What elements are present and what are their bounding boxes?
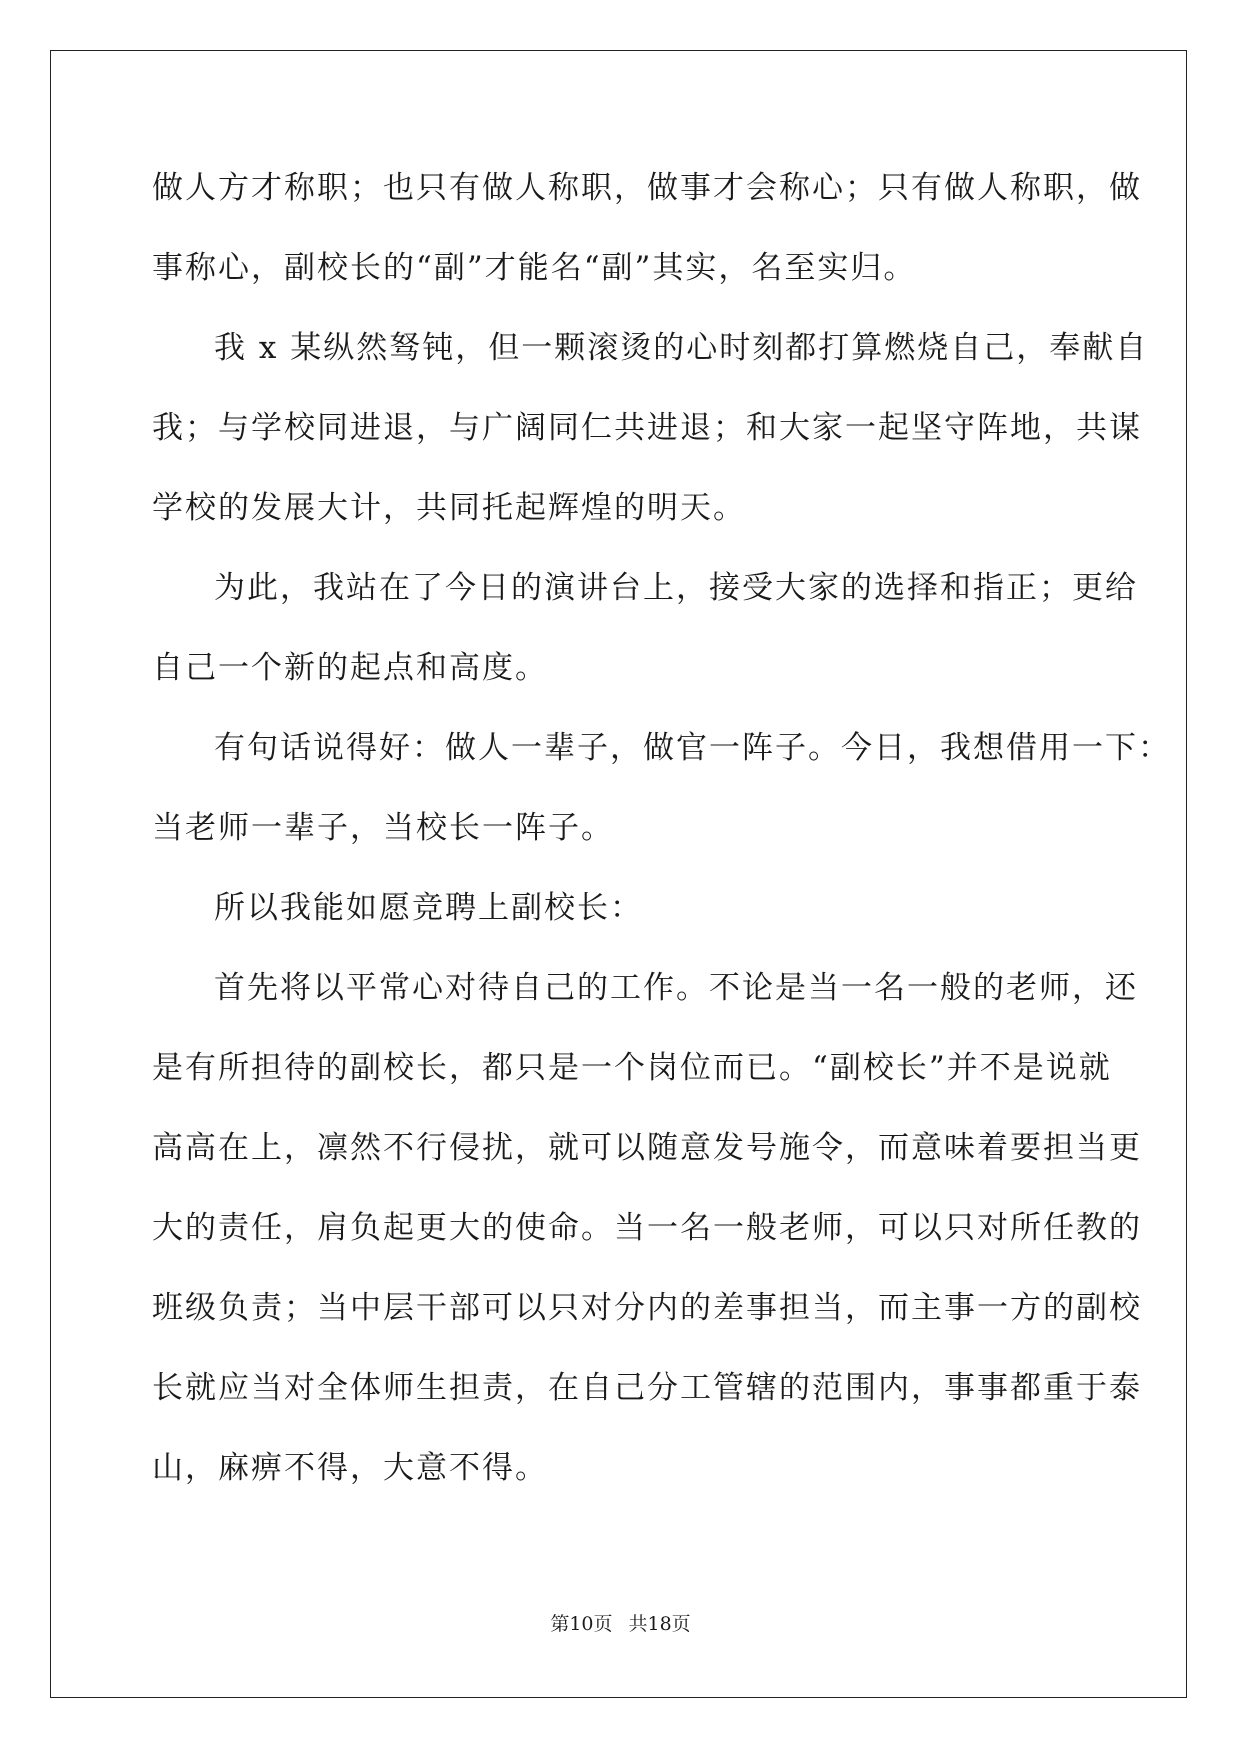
document-body (152, 160, 1171, 1520)
text-line: 山，麻痹不得，大意不得。 (152, 1450, 548, 1486)
text-line: 我 x 某纵然驽钝，但一颗滚烫的心时刻都打算燃烧自己，奉献自 (214, 330, 1149, 366)
page-footer (0, 1612, 1241, 1636)
text-line: 做人方才称职；也只有做人称职，做事才会称心；只有做人称职，做 (152, 170, 1142, 206)
text-line: 有句话说得好：做人一辈子，做官一阵子。今日，我想借用一下： (214, 730, 1171, 766)
text-line: 自己一个新的起点和高度。 (152, 650, 548, 686)
text-line: 高高在上，凛然不行侵扰，就可以随意发号施令，而意味着要担当更 (152, 1130, 1142, 1166)
page-number: 第10页 (550, 1613, 613, 1635)
text-line: 首先将以平常心对待自己的工作。不论是当一名一般的老师，还 (214, 970, 1138, 1006)
text-line: 当老师一辈子，当校长一阵子。 (152, 810, 614, 846)
text-line: 学校的发展大计，共同托起辉煌的明天。 (152, 490, 746, 526)
text-line: 长就应当对全体师生担责，在自己分工管辖的范围内，事事都重于泰 (152, 1370, 1142, 1406)
text-line: 我；与学校同进退，与广阔同仁共进退；和大家一起坚守阵地，共谋 (152, 410, 1142, 446)
text-line: 班级负责；当中层干部可以只对分内的差事担当，而主事一方的副校 (152, 1290, 1142, 1326)
text-line: 大的责任，肩负起更大的使命。当一名一般老师，可以只对所任教的 (152, 1210, 1142, 1246)
text-line: 为此，我站在了今日的演讲台上，接受大家的选择和指正；更给 (214, 570, 1138, 606)
text-line: 是有所担待的副校长，都只是一个岗位而已。“副校长”并不是说就 (152, 1050, 1112, 1086)
text-line: 事称心，副校长的“副”才能名“副”其实，名至实归。 (152, 250, 917, 286)
page-total: 共18页 (628, 1613, 691, 1635)
text-line: 所以我能如愿竞聘上副校长： (214, 890, 643, 926)
